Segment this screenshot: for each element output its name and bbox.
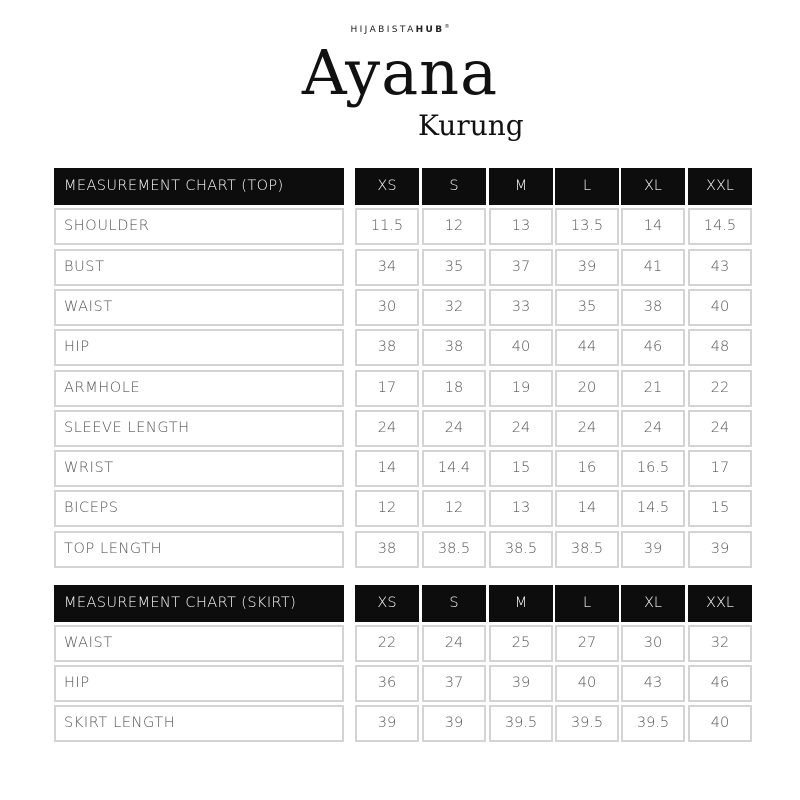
measurement-value: 39 bbox=[355, 705, 419, 742]
measurement-value: 38.5 bbox=[422, 531, 486, 568]
top-chart-header-label: MEASUREMENT CHART (TOP) bbox=[54, 168, 344, 205]
top-chart-row-sleeve-length bbox=[0, 410, 800, 447]
measurement-value: 38 bbox=[422, 329, 486, 366]
measurement-value: 38 bbox=[621, 289, 685, 326]
measurement-value: 39 bbox=[489, 665, 553, 702]
measurement-value: 46 bbox=[621, 329, 685, 366]
skirt-chart-row-hip bbox=[0, 665, 800, 702]
measurement-label: WRIST bbox=[54, 450, 344, 487]
measurement-value: 24 bbox=[621, 410, 685, 447]
top-chart-size-header-xs: XS bbox=[355, 168, 419, 205]
measurement-value: 39.5 bbox=[555, 705, 619, 742]
measurement-value: 40 bbox=[688, 705, 752, 742]
measurement-value: 24 bbox=[688, 410, 752, 447]
measurement-value: 38 bbox=[355, 329, 419, 366]
measurement-value: 39 bbox=[621, 531, 685, 568]
measurement-value: 30 bbox=[355, 289, 419, 326]
measurement-value: 18 bbox=[422, 370, 486, 407]
skirt-chart-size-header-l: L bbox=[555, 585, 619, 622]
top-chart-row-armhole bbox=[0, 370, 800, 407]
measurement-value: 39 bbox=[688, 531, 752, 568]
measurement-value: 21 bbox=[621, 370, 685, 407]
measurement-value: 14.5 bbox=[688, 208, 752, 245]
brand-name-light: HIJABISTA bbox=[350, 25, 416, 35]
measurement-value: 39 bbox=[422, 705, 486, 742]
measurement-value: 40 bbox=[555, 665, 619, 702]
measurement-value: 39.5 bbox=[489, 705, 553, 742]
measurement-value: 16 bbox=[555, 450, 619, 487]
measurement-value: 12 bbox=[422, 208, 486, 245]
measurement-value: 36 bbox=[355, 665, 419, 702]
measurement-value: 14 bbox=[355, 450, 419, 487]
measurement-value: 35 bbox=[555, 289, 619, 326]
measurement-label: BICEPS bbox=[54, 490, 344, 527]
measurement-value: 15 bbox=[688, 490, 752, 527]
measurement-value: 24 bbox=[489, 410, 553, 447]
measurement-value: 43 bbox=[688, 249, 752, 286]
measurement-value: 32 bbox=[688, 625, 752, 662]
measurement-value: 19 bbox=[489, 370, 553, 407]
measurement-value: 12 bbox=[355, 490, 419, 527]
measurement-value: 44 bbox=[555, 329, 619, 366]
brand-wordmark bbox=[0, 24, 800, 35]
top-chart-row-hip bbox=[0, 329, 800, 366]
top-chart-row-bust bbox=[0, 249, 800, 286]
measurement-value: 37 bbox=[422, 665, 486, 702]
measurement-label: HIP bbox=[54, 329, 344, 366]
skirt-chart-header-label: MEASUREMENT CHART (SKIRT) bbox=[54, 585, 344, 622]
measurement-label: ARMHOLE bbox=[54, 370, 344, 407]
top-chart-row-waist bbox=[0, 289, 800, 326]
measurement-value: 43 bbox=[621, 665, 685, 702]
measurement-value: 14.5 bbox=[621, 490, 685, 527]
measurement-label: BUST bbox=[54, 249, 344, 286]
measurement-label: SHOULDER bbox=[54, 208, 344, 245]
measurement-value: 16.5 bbox=[621, 450, 685, 487]
top-chart-size-header-xl: XL bbox=[621, 168, 685, 205]
top-chart-size-header-m: M bbox=[489, 168, 553, 205]
measurement-value: 39 bbox=[555, 249, 619, 286]
skirt-chart-size-header-m: M bbox=[489, 585, 553, 622]
measurement-value: 38.5 bbox=[555, 531, 619, 568]
skirt-chart-size-header-xxl: XXL bbox=[688, 585, 752, 622]
skirt-chart-size-header-s: S bbox=[422, 585, 486, 622]
measurement-value: 14 bbox=[555, 490, 619, 527]
measurement-value: 14.4 bbox=[422, 450, 486, 487]
skirt-chart-row-skirt-length bbox=[0, 705, 800, 742]
measurement-value: 24 bbox=[422, 625, 486, 662]
measurement-value: 12 bbox=[422, 490, 486, 527]
measurement-value: 24 bbox=[355, 410, 419, 447]
top-chart-header-row bbox=[0, 168, 800, 205]
top-chart-row-wrist bbox=[0, 450, 800, 487]
measurement-label: SKIRT LENGTH bbox=[54, 705, 344, 742]
measurement-label: WAIST bbox=[54, 625, 344, 662]
skirt-chart-header-row bbox=[0, 585, 800, 622]
measurement-value: 13 bbox=[489, 208, 553, 245]
measurement-value: 35 bbox=[422, 249, 486, 286]
registered-mark: ® bbox=[444, 24, 450, 30]
measurement-value: 13.5 bbox=[555, 208, 619, 245]
measurement-value: 27 bbox=[555, 625, 619, 662]
measurement-value: 13 bbox=[489, 490, 553, 527]
measurement-value: 46 bbox=[688, 665, 752, 702]
measurement-value: 32 bbox=[422, 289, 486, 326]
measurement-value: 22 bbox=[355, 625, 419, 662]
skirt-chart-size-header-xs: XS bbox=[355, 585, 419, 622]
top-chart-row-top-length bbox=[0, 531, 800, 568]
measurement-value: 48 bbox=[688, 329, 752, 366]
measurement-value: 14 bbox=[621, 208, 685, 245]
measurement-label: TOP LENGTH bbox=[54, 531, 344, 568]
measurement-value: 24 bbox=[555, 410, 619, 447]
measurement-value: 40 bbox=[688, 289, 752, 326]
measurement-value: 15 bbox=[489, 450, 553, 487]
measurement-value: 17 bbox=[355, 370, 419, 407]
brand-name-bold: HUB bbox=[415, 25, 445, 35]
product-logo-title: Ayana bbox=[301, 36, 499, 109]
measurement-value: 41 bbox=[621, 249, 685, 286]
measurement-label: WAIST bbox=[54, 289, 344, 326]
measurement-value: 25 bbox=[489, 625, 553, 662]
measurement-value: 34 bbox=[355, 249, 419, 286]
product-logo-subtitle: Kurung bbox=[418, 109, 524, 142]
skirt-chart-size-header-xl: XL bbox=[621, 585, 685, 622]
top-chart-row-biceps bbox=[0, 490, 800, 527]
measurement-value: 17 bbox=[688, 450, 752, 487]
measurement-value: 40 bbox=[489, 329, 553, 366]
skirt-chart-row-waist bbox=[0, 625, 800, 662]
top-chart-row-shoulder bbox=[0, 208, 800, 245]
measurement-value: 24 bbox=[422, 410, 486, 447]
measurement-value: 20 bbox=[555, 370, 619, 407]
measurement-label: SLEEVE LENGTH bbox=[54, 410, 344, 447]
measurement-value: 22 bbox=[688, 370, 752, 407]
measurement-value: 37 bbox=[489, 249, 553, 286]
measurement-label: HIP bbox=[54, 665, 344, 702]
measurement-value: 11.5 bbox=[355, 208, 419, 245]
measurement-value: 30 bbox=[621, 625, 685, 662]
top-chart-size-header-xxl: XXL bbox=[688, 168, 752, 205]
top-chart-size-header-l: L bbox=[555, 168, 619, 205]
top-chart-size-header-s: S bbox=[422, 168, 486, 205]
measurement-value: 33 bbox=[489, 289, 553, 326]
measurement-value: 38.5 bbox=[489, 531, 553, 568]
measurement-value: 39.5 bbox=[621, 705, 685, 742]
measurement-value: 38 bbox=[355, 531, 419, 568]
